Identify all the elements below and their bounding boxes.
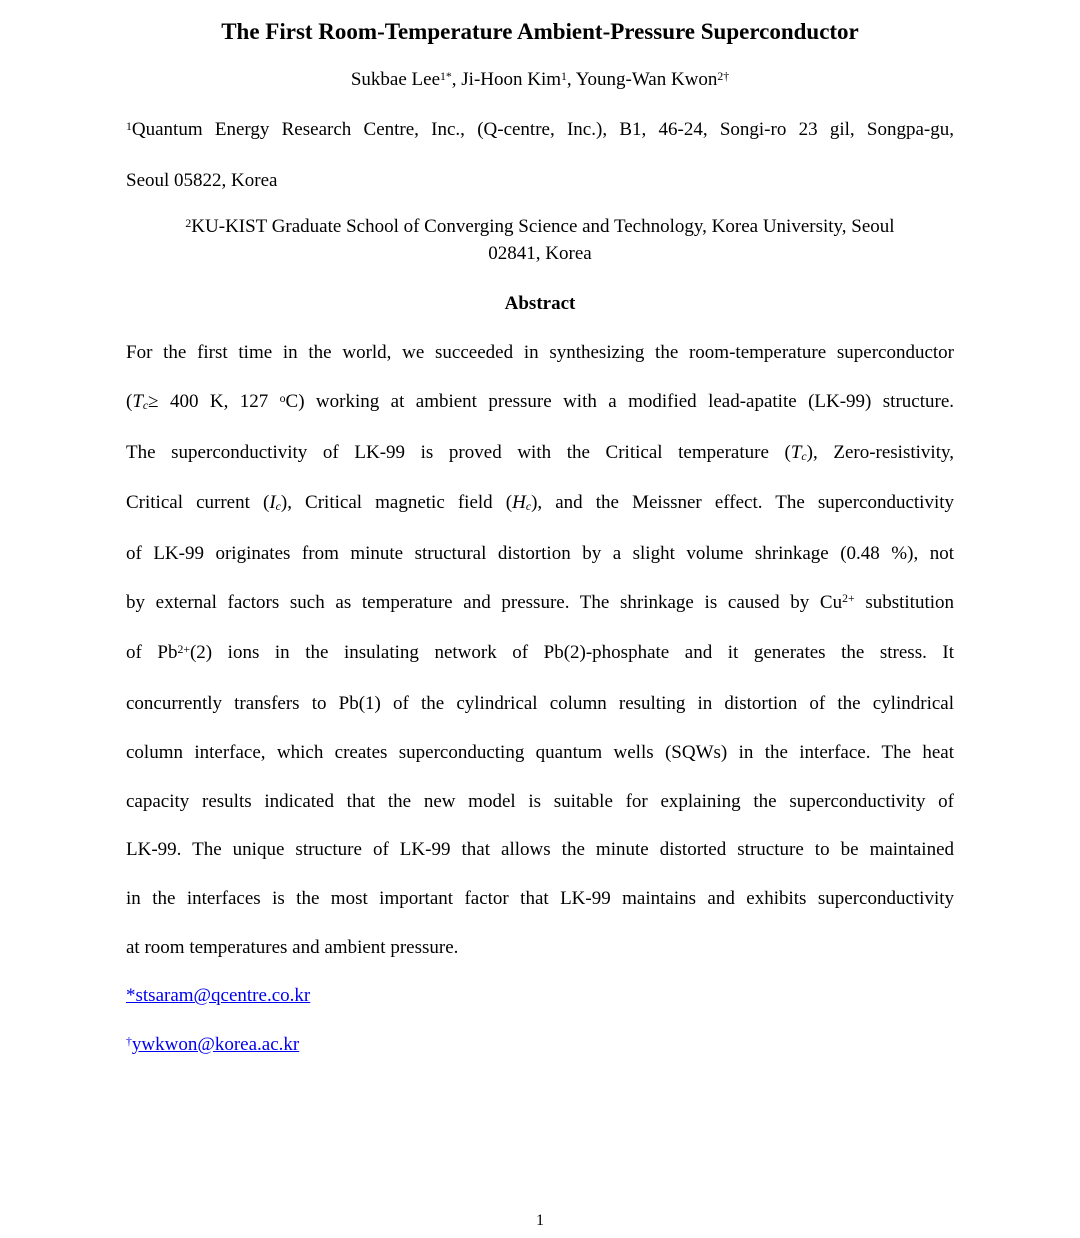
abstract-line-5 xyxy=(126,530,954,579)
text-segment: † xyxy=(126,1034,132,1048)
text-segment: of Pb xyxy=(126,642,178,664)
text-segment: 1 xyxy=(561,69,567,83)
text-segment: at room temperatures and ambient pressure. xyxy=(126,936,459,958)
text-segment: *stsaram@qcentre.co.kr xyxy=(126,985,311,1007)
text-segment: C) working at ambient pressure with a modified lead-apatite (LK-99) structure. xyxy=(285,390,955,412)
text-segment: of LK-99 originates from minute structural distortion by a slight volume shrinkage (0.48 %), not xyxy=(126,543,954,565)
abstract-line-6 xyxy=(126,579,954,630)
text-segment: ), Critical magnetic field ( xyxy=(280,492,513,514)
text-segment: 2† xyxy=(717,69,730,83)
text-segment: concurrently transfers to Pb(1) of the cylindrical column resulting in distortion of the cylindrical xyxy=(126,693,954,715)
text-segment: Quantum Energy Research Centre, Inc., (Q-centre, Inc.), B1, 46-24, Songi-ro 23 gil, Songpa-gu, xyxy=(131,119,954,140)
footnote-links xyxy=(126,972,954,1071)
text-segment: 2+ xyxy=(177,643,190,657)
text-segment: ywkwon@korea.ac.kr xyxy=(131,1034,300,1056)
text-segment: Seoul 05822, Korea xyxy=(126,169,278,191)
text-segment: ), and the Meissner effect. The superconductivity xyxy=(531,492,955,514)
text-segment: c xyxy=(525,500,532,514)
text-segment: substitution xyxy=(854,591,954,613)
text-segment: 02841, Korea xyxy=(488,242,592,264)
affiliation-1-line-2 xyxy=(126,157,954,206)
text-segment: T xyxy=(132,390,143,412)
abstract-line-2 xyxy=(126,378,954,429)
text-segment: , Young-Wan Kwon xyxy=(566,69,718,90)
text-segment: The superconductivity of LK-99 is proved with the Critical temperature ( xyxy=(126,441,791,463)
text-segment: c xyxy=(275,500,281,514)
text-segment: 2+ xyxy=(842,592,855,606)
author-line xyxy=(126,68,954,94)
text-segment: ), Zero-resistivity, xyxy=(806,441,954,463)
abstract-line-4 xyxy=(126,479,954,530)
text-segment: c xyxy=(801,449,807,463)
text-segment: Sukbae Lee xyxy=(350,69,440,90)
affiliation-1-line-1 xyxy=(126,106,954,157)
email-link-stsaram[interactable] xyxy=(126,972,310,1021)
abstract-line-13 xyxy=(126,924,954,973)
text-segment: 2 xyxy=(185,217,192,231)
text-segment: LK-99. The unique structure of LK-99 that allows the minute distorted structure to be maintained xyxy=(126,839,954,861)
text-segment: 1 xyxy=(126,119,132,133)
abstract-line-9 xyxy=(126,729,954,778)
text-segment: ≥ 400 K, 127 xyxy=(148,390,280,412)
abstract-line-10 xyxy=(126,778,954,827)
affiliation-2-line-2 xyxy=(126,242,954,266)
abstract-line-1 xyxy=(126,329,954,378)
text-segment: , Ji-Hoon Kim xyxy=(451,69,562,90)
page-number: 1 xyxy=(536,1212,544,1229)
paper-title: The First Room-Temperature Ambient-Pressure Superconductor xyxy=(221,19,859,44)
text-segment: by external factors such as temperature and pressure. The shrinkage is caused by Cu xyxy=(126,591,843,613)
affiliation-1 xyxy=(126,106,954,205)
abstract-line-11 xyxy=(126,826,954,875)
abstract-paragraph xyxy=(126,329,954,972)
abstract-heading: Abstract xyxy=(504,293,576,315)
text-segment: KU-KIST Graduate School of Converging Science and Technology, Korea University, Seoul xyxy=(191,216,895,238)
text-segment: For the first time in the world, we succeeded in synthesizing the room-temperature superconductor xyxy=(126,342,954,364)
text-segment: ( xyxy=(126,390,133,412)
text-segment: column interface, which creates superconducting quantum wells (SQWs) in the interface. The heat xyxy=(126,741,954,763)
abstract-line-7 xyxy=(126,629,954,680)
text-segment: c xyxy=(142,399,149,413)
text-segment: H xyxy=(512,492,526,514)
text-segment: o xyxy=(279,391,286,405)
affiliation-2-line-1 xyxy=(126,215,954,241)
abstract-line-8 xyxy=(126,680,954,729)
text-segment: T xyxy=(790,441,802,463)
text-segment: Critical current ( xyxy=(126,492,270,514)
text-segment: 1* xyxy=(440,69,452,83)
abstract-line-3 xyxy=(126,429,954,480)
text-segment: capacity results indicated that the new model is suitable for explaining the superconductivity of xyxy=(126,790,954,812)
affiliation-2 xyxy=(126,215,954,266)
text-segment: I xyxy=(269,492,276,514)
abstract-line-12 xyxy=(126,875,954,924)
email-link-ywkwon[interactable] xyxy=(126,1021,299,1072)
text-segment: in the interfaces is the most important factor that LK-99 maintains and exhibits superconductivity xyxy=(126,887,954,909)
text-segment: (2) ions in the insulating network of Pb(2)-phosphate and it generates the stress. It xyxy=(189,642,954,664)
